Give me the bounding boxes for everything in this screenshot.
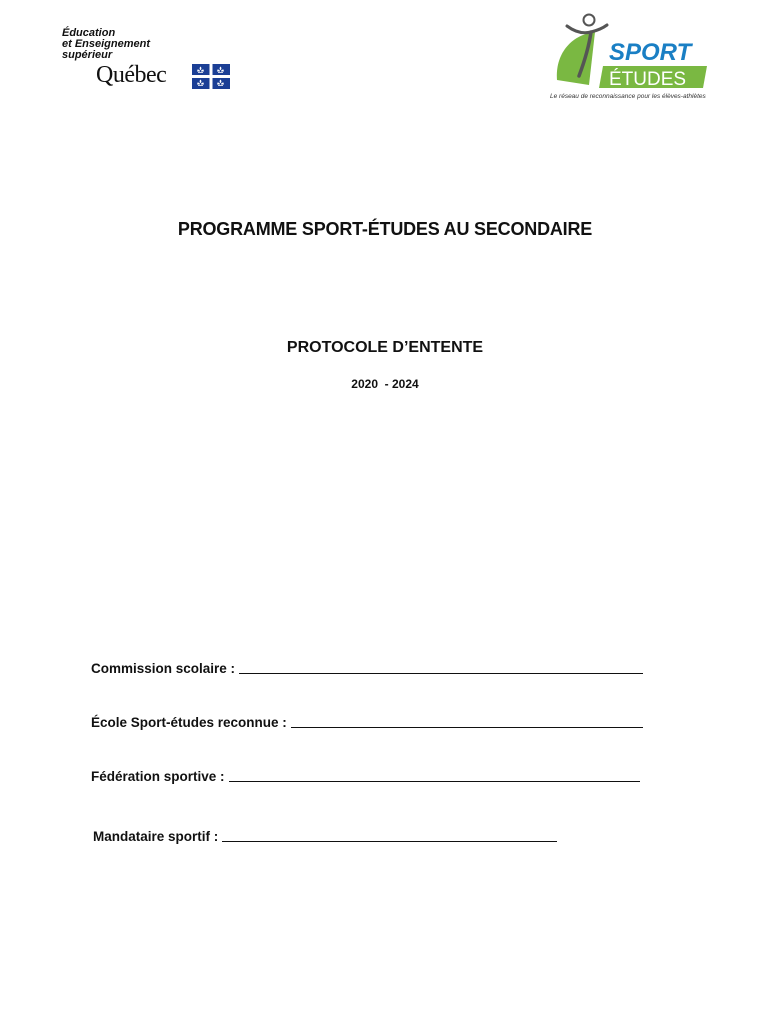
- ministry-line-3: supérieur: [62, 49, 113, 61]
- field-federation-sportive[interactable]: [91, 768, 640, 784]
- document-years: 2020 - 2024: [351, 377, 419, 391]
- sport-etudes-logo-graphic: [545, 10, 715, 95]
- field-mandataire-sportif[interactable]: [93, 828, 557, 844]
- field-blank-line[interactable]: [222, 828, 557, 842]
- field-ecole-sport-etudes[interactable]: [91, 714, 643, 730]
- sport-etudes-logo: [545, 10, 715, 106]
- sport-etudes-tagline: Le réseau de reconnaissance pour les élèves-athlètes: [550, 93, 706, 100]
- ministry-line-2: et Enseignement: [62, 38, 151, 50]
- field-commission-scolaire[interactable]: [91, 660, 643, 676]
- ministry-line-1: Éducation: [62, 27, 116, 39]
- field-blank-line[interactable]: [291, 714, 643, 728]
- ministry-name: [62, 28, 150, 61]
- field-blank-line[interactable]: [229, 768, 640, 782]
- etudes-word: ÉTUDES: [609, 69, 687, 90]
- field-label: Fédération sportive :: [91, 769, 225, 784]
- field-label: Mandataire sportif :: [93, 829, 219, 844]
- field-label: Commission scolaire :: [91, 661, 236, 676]
- quebec-flag-icon: [192, 64, 230, 89]
- sport-word: SPORT: [609, 39, 692, 66]
- field-blank-line[interactable]: [239, 660, 643, 674]
- quebec-wordmark: Québec: [96, 62, 167, 88]
- document-subtitle: PROTOCOLE D’ENTENTE: [286, 339, 484, 356]
- quebec-government-logo: [62, 28, 237, 92]
- document-title: PROGRAMME SPORT-ÉTUDES AU SECONDAIRE: [177, 219, 593, 239]
- field-label: École Sport-études reconnue :: [91, 715, 287, 730]
